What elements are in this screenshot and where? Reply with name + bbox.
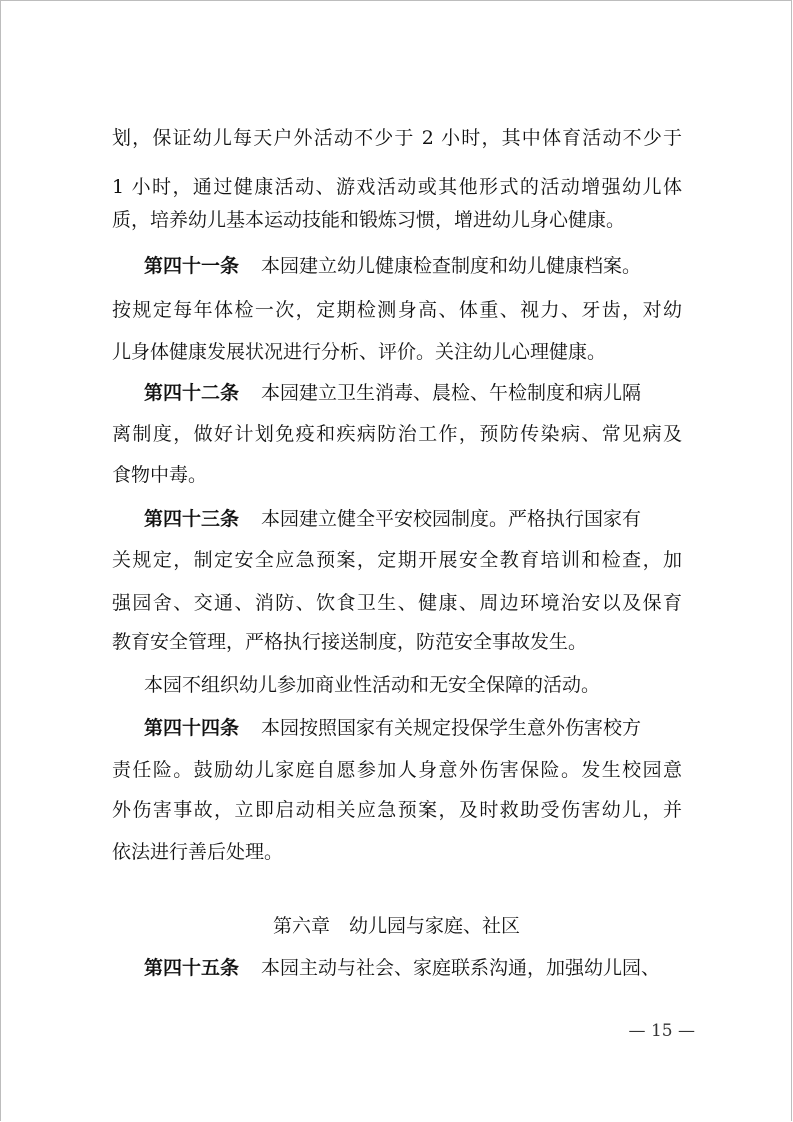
text-line: 按规定每年体检一次，定期检测身高、体重、视力、牙齿，对幼 bbox=[112, 299, 682, 321]
article-41-heading: 第四十一条 bbox=[144, 255, 240, 277]
text-line: 依法进行善后处理。 bbox=[112, 841, 284, 863]
article-44-heading: 第四十四条 bbox=[144, 717, 240, 739]
article-44-text: 本园按照国家有关规定投保学生意外伤害校方 bbox=[261, 717, 642, 739]
article-43-text: 本园建立健全平安校园制度。严格执行国家有 bbox=[261, 508, 642, 530]
article-41-text: 本园建立幼儿健康检查制度和幼儿健康档案。 bbox=[261, 255, 642, 277]
text-line: 离制度，做好计划免疫和疾病防治工作，预防传染病、常见病及 bbox=[112, 423, 682, 445]
text-line: 教育安全管理，严格执行接送制度，防范安全事故发生。 bbox=[112, 631, 588, 653]
text-line: 1 小时，通过健康活动、游戏活动或其他形式的活动增强幼儿体 bbox=[112, 176, 682, 198]
text-line: 儿身体健康发展状况进行分析、评价。关注幼儿心理健康。 bbox=[112, 341, 607, 363]
text-line: 质，培养幼儿基本运动技能和锻炼习惯，增进幼儿身心健康。 bbox=[112, 209, 626, 231]
page-number: — 15 — bbox=[628, 1021, 695, 1041]
article-41-first-line bbox=[144, 254, 641, 278]
article-43-first-line bbox=[144, 507, 641, 531]
article-42-heading: 第四十二条 bbox=[144, 382, 240, 404]
text-line: 关规定，制定安全应急预案，定期开展安全教育培训和检查，加 bbox=[112, 549, 682, 571]
text-line: 强园舍、交通、消防、饮食卫生、健康、周边环境治安以及保育 bbox=[112, 592, 682, 614]
article-45-heading: 第四十五条 bbox=[144, 957, 240, 979]
article-45-text: 本园主动与社会、家庭联系沟通，加强幼儿园、 bbox=[261, 957, 661, 979]
text-line: 外伤害事故，立即启动相关应急预案，及时救助受伤害幼儿，并 bbox=[112, 799, 682, 821]
text-line: 划，保证幼儿每天户外活动不少于 2 小时，其中体育活动不少于 bbox=[112, 127, 682, 149]
chapter-heading: 第六章 幼儿园与家庭、社区 bbox=[272, 915, 520, 937]
article-43-heading: 第四十三条 bbox=[144, 508, 240, 530]
article-45-first-line bbox=[144, 956, 660, 980]
article-42-text: 本园建立卫生消毒、晨检、午检制度和病儿隔 bbox=[261, 382, 642, 404]
text-line: 食物中毒。 bbox=[112, 464, 208, 486]
article-44-first-line bbox=[144, 716, 641, 740]
text-line: 责任险。鼓励幼儿家庭自愿参加人身意外伤害保险。发生校园意 bbox=[112, 759, 682, 781]
text-line: 本园不组织幼儿参加商业性活动和无安全保障的活动。 bbox=[144, 674, 601, 696]
article-42-first-line bbox=[144, 381, 641, 405]
